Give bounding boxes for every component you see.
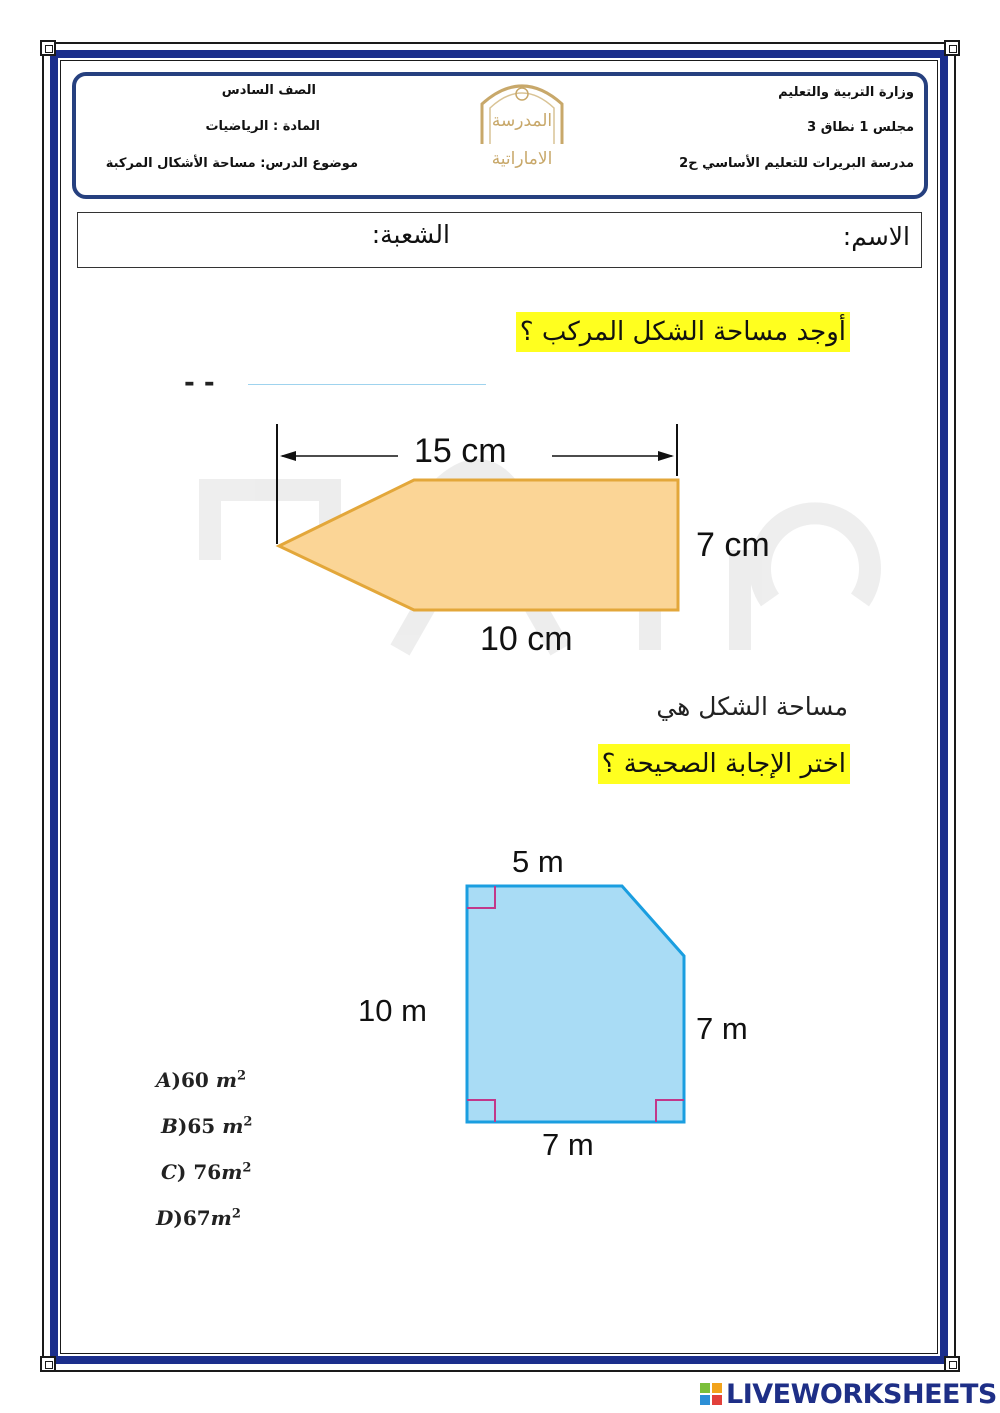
option-value: 60 xyxy=(181,1068,209,1092)
frame-corner-ornament xyxy=(40,40,56,56)
fig1-top-label: 15 cm xyxy=(414,432,507,470)
option-exponent: 2 xyxy=(236,1068,247,1084)
student-info-box xyxy=(77,212,922,268)
option-paren: ) xyxy=(177,1114,188,1138)
frame-corner-ornament xyxy=(944,40,960,56)
fig1-bottom-label: 10 cm xyxy=(480,620,573,658)
option-exponent: 2 xyxy=(231,1206,241,1222)
option-letter: A xyxy=(156,1068,172,1092)
option-exponent: 2 xyxy=(242,1160,252,1176)
arrowhead-left-icon xyxy=(280,451,296,461)
lesson-text: موضوع الدرس: مساحة الأشكال المركبة xyxy=(105,156,358,171)
option-unit: m xyxy=(210,1206,232,1230)
option-letter: D xyxy=(156,1206,174,1230)
figure2 xyxy=(460,880,692,1130)
ministry-text: وزارة التربية والتعليم xyxy=(778,85,914,100)
option-unit: m xyxy=(222,1114,244,1138)
option-unit: m xyxy=(215,1068,237,1092)
name-label: الاسم: xyxy=(842,222,910,251)
option-value: 76 xyxy=(193,1160,222,1184)
grade-text: الصف السادس xyxy=(221,83,316,98)
arrowhead-right-icon xyxy=(658,451,674,461)
dashes-mark: - - xyxy=(184,368,215,398)
frame-corner-ornament xyxy=(944,1356,960,1372)
logo-text: المدرسة الاماراتية xyxy=(491,111,553,169)
school-text: مدرسة البريرات للتعليم الأساسي ح2 xyxy=(679,156,914,171)
frame-corner-ornament xyxy=(40,1356,56,1372)
fig2-left-label: 10 m xyxy=(358,993,427,1028)
subject-text: المادة : الرياضيات xyxy=(205,119,320,134)
pentagon-shape xyxy=(279,480,678,610)
question2-prompt: اختر الإجابة الصحيحة ؟ xyxy=(598,744,850,784)
option-unit: m xyxy=(221,1160,243,1184)
option-value: 67 xyxy=(182,1206,211,1230)
option-exponent: 2 xyxy=(243,1114,253,1130)
fig2-right-label: 7 m xyxy=(696,1011,748,1046)
fig2-top-label: 5 m xyxy=(512,844,564,879)
section-label: الشعبة: xyxy=(371,220,450,249)
option-value: 65 xyxy=(187,1114,216,1138)
option-paren: ) xyxy=(171,1068,181,1092)
option-letter: C xyxy=(161,1160,177,1184)
liveworksheets-brand[interactable]: LIVEWORKSHEETS xyxy=(726,1379,997,1410)
option-letter: B xyxy=(161,1114,178,1138)
option-a[interactable] xyxy=(156,1068,246,1092)
option-c[interactable] xyxy=(161,1160,251,1184)
composite-shape xyxy=(467,886,684,1122)
answer-prompt: مساحة الشكل هي xyxy=(656,692,848,721)
answer-line xyxy=(248,384,486,385)
option-b[interactable] xyxy=(161,1114,252,1138)
council-text: مجلس 1 نطاق 3 xyxy=(807,120,914,135)
option-paren: ) xyxy=(173,1206,183,1230)
option-d[interactable] xyxy=(156,1206,241,1230)
question1-prompt: أوجد مساحة الشكل المركب ؟ xyxy=(516,312,850,352)
school-logo xyxy=(468,74,576,169)
fig2-bottom-label: 7 m xyxy=(542,1127,594,1162)
liveworksheets-logo-icon xyxy=(700,1383,722,1405)
option-paren: ) xyxy=(176,1160,187,1184)
fig1-side-label: 7 cm xyxy=(696,526,770,564)
